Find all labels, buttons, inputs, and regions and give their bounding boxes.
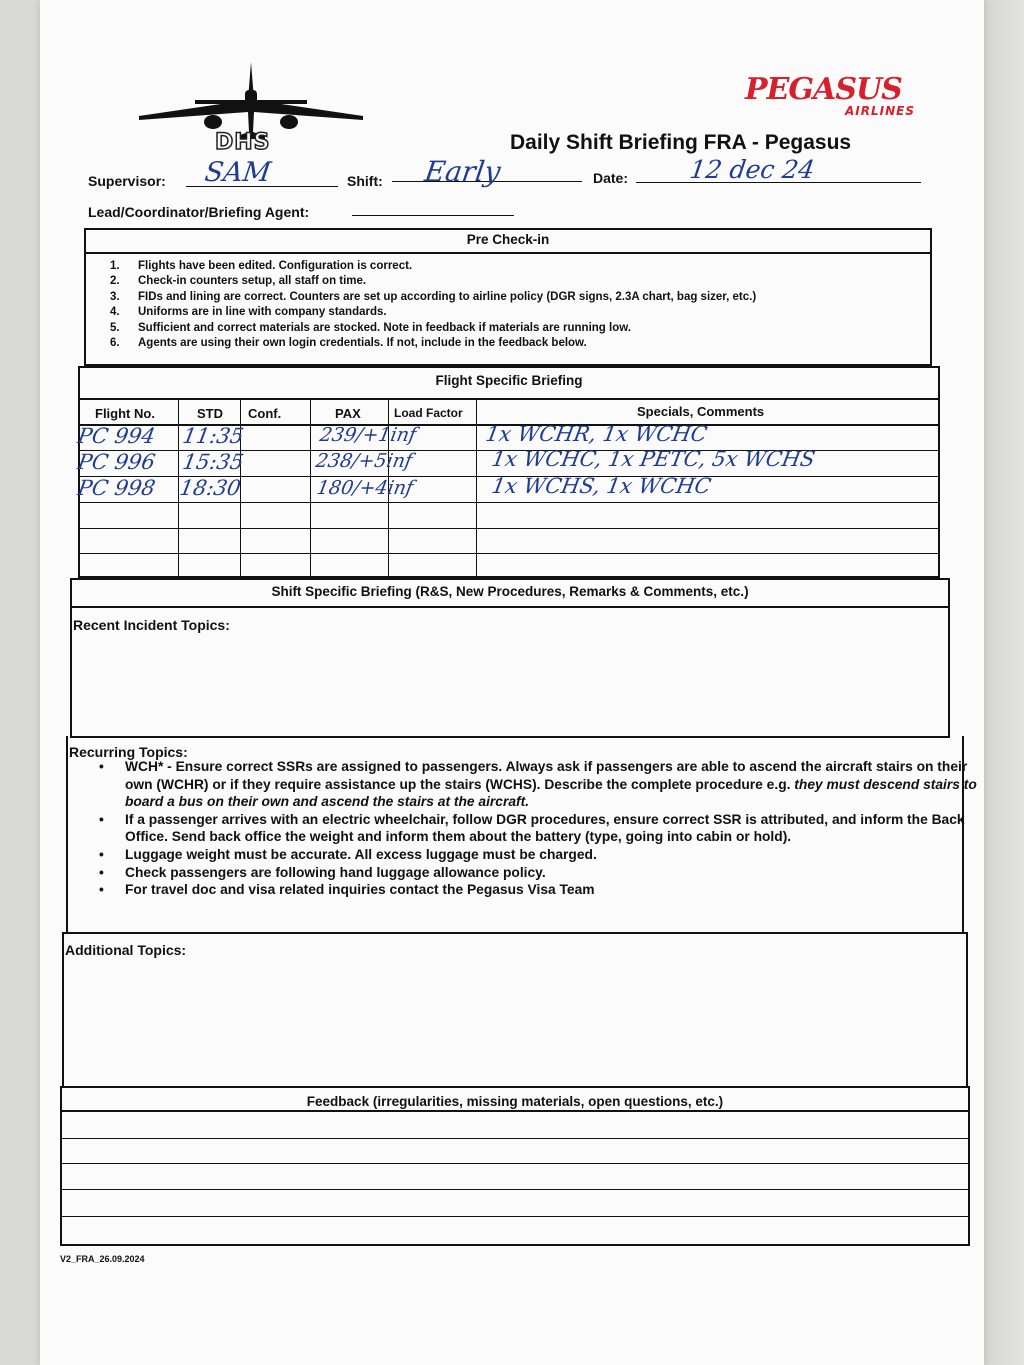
shift-label: Shift: bbox=[347, 173, 383, 189]
feedback-line[interactable] bbox=[60, 1216, 970, 1217]
std-2[interactable]: 15:35 bbox=[180, 450, 246, 474]
col-header-conf: Conf. bbox=[248, 406, 282, 421]
pax-1[interactable]: 239/+1inf bbox=[318, 424, 418, 446]
briefing-form-page bbox=[40, 0, 984, 1365]
col-header-load-factor: Load Factor bbox=[394, 406, 463, 420]
pre-checkin-title: Pre Check-in bbox=[466, 232, 550, 247]
list-item: • For travel doc and visa related inquiries contact the Pegasus Visa Team bbox=[99, 882, 595, 898]
feedback-line[interactable] bbox=[60, 1189, 970, 1190]
list-item: 4. Uniforms are in line with company standards. bbox=[110, 306, 387, 319]
col-header-flight: Flight No. bbox=[95, 406, 155, 421]
flight-no-2[interactable]: PC 996 bbox=[75, 450, 158, 474]
shift-briefing-title: Shift Specific Briefing (R&S, New Procedures, Remarks & Comments, etc.) bbox=[271, 584, 749, 599]
divider bbox=[78, 502, 940, 503]
airplane-logo-icon bbox=[135, 60, 367, 140]
flight-no-3[interactable]: PC 998 bbox=[75, 476, 158, 500]
comments-1[interactable]: 1x WCHR, 1x WCHC bbox=[483, 422, 710, 446]
recent-incident-box bbox=[70, 578, 950, 738]
version-label: V2_FRA_26.09.2024 bbox=[60, 1254, 145, 1264]
divider bbox=[78, 553, 940, 554]
pegasus-logo: PEGASUS bbox=[745, 72, 902, 107]
pre-checkin-list bbox=[110, 260, 756, 352]
divider bbox=[78, 528, 940, 529]
recurring-topics-label: Recurring Topics: bbox=[69, 744, 188, 760]
col-divider bbox=[310, 398, 311, 578]
list-item: 2. Check-in counters setup, all staff on time. bbox=[110, 275, 367, 288]
lead-label: Lead/Coordinator/Briefing Agent: bbox=[88, 204, 310, 220]
recurring-topics-list bbox=[97, 758, 987, 899]
shift-value[interactable]: Early bbox=[422, 155, 503, 188]
list-item: • Check passengers are following hand luggage allowance policy. bbox=[99, 864, 546, 880]
date-label: Date: bbox=[593, 170, 629, 186]
col-header-comments: Specials, Comments bbox=[637, 404, 765, 419]
comments-3[interactable]: 1x WCHS, 1x WCHC bbox=[489, 474, 713, 498]
std-1[interactable]: 11:35 bbox=[180, 424, 246, 448]
flight-no-1[interactable]: PC 994 bbox=[75, 424, 158, 448]
comments-2[interactable]: 1x WCHC, 1x PETC, 5x WCHS bbox=[489, 447, 817, 471]
col-header-pax: PAX bbox=[335, 406, 361, 421]
list-item: 6. Agents are using their own login credentials. If not, include in the feedback below. bbox=[110, 336, 587, 349]
pax-2[interactable]: 238/+5inf bbox=[314, 450, 414, 472]
list-item: • If a passenger arrives with an electric wheelchair, follow DGR procedures, ensure correct SSR is attributed, and inform the Back Office. Send back office the weight and inform them about the battery (type, going into cabin or hold). bbox=[99, 811, 965, 845]
pegasus-logo-sub: AIRLINES bbox=[845, 104, 915, 118]
list-item: 3. FIDs and lining are correct. Counters are set up according to airline policy (DGR signs, 2.3A chart, bag sizer, etc.) bbox=[110, 290, 757, 303]
list-item: • Luggage weight must be accurate. All excess luggage must be charged. bbox=[99, 846, 597, 862]
additional-topics-label: Additional Topics: bbox=[65, 942, 187, 958]
feedback-line[interactable] bbox=[60, 1163, 970, 1164]
std-3[interactable]: 18:30 bbox=[177, 476, 243, 500]
divider bbox=[70, 606, 950, 608]
col-divider bbox=[476, 398, 477, 578]
list-item: 5. Sufficient and correct materials are stocked. Note in feedback if materials are running low. bbox=[110, 321, 631, 334]
page-title: Daily Shift Briefing FRA - Pegasus bbox=[510, 131, 852, 154]
flight-briefing-title: Flight Specific Briefing bbox=[435, 373, 583, 388]
lead-line[interactable] bbox=[352, 215, 514, 216]
date-value[interactable]: 12 dec 24 bbox=[687, 155, 817, 184]
divider bbox=[84, 252, 932, 254]
supervisor-label: Supervisor: bbox=[88, 173, 166, 189]
divider bbox=[60, 1110, 970, 1112]
list-item: • WCH* - Ensure correct SSRs are assigned to passengers. Always ask if passengers are able to ascend the aircraft stairs on their own (WCHR) or if they require assistance up the stairs (WCHS). Describe the complete procedure e.g. they must descend stairs to board a bus on their own and ascend the stairs at the aircraft. bbox=[99, 759, 977, 810]
pax-3[interactable]: 180/+4inf bbox=[315, 477, 415, 499]
divider bbox=[78, 398, 940, 400]
supervisor-value[interactable]: SAM bbox=[202, 157, 273, 188]
feedback-line[interactable] bbox=[60, 1138, 970, 1139]
dhs-logo-text: DHS bbox=[215, 130, 271, 155]
col-header-std: STD bbox=[197, 406, 223, 421]
recent-incident-label: Recent Incident Topics: bbox=[73, 617, 230, 633]
feedback-title: Feedback (irregularities, missing materials, open questions, etc.) bbox=[306, 1094, 724, 1109]
list-item: 1. Flights have been edited. Configuration is correct. bbox=[110, 260, 413, 272]
additional-topics-box bbox=[62, 932, 968, 1088]
